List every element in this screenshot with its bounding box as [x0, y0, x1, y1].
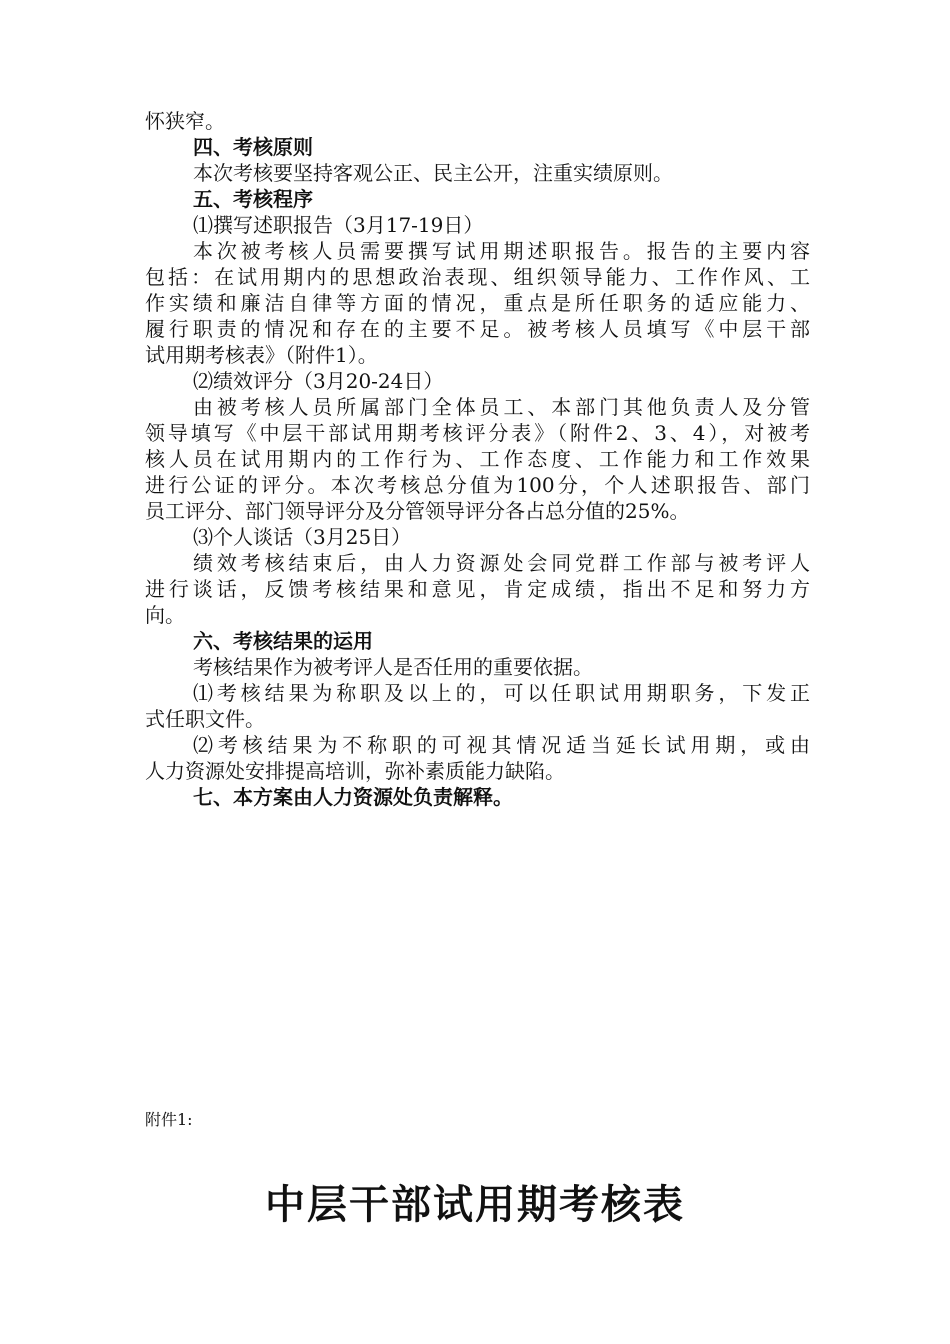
- text-line: 核人员在试用期内的工作行为、工作态度、工作能力和工作效果: [145, 447, 810, 471]
- text-line: 本次考核要坚持客观公正、民主公开，注重实绩原则。: [193, 161, 673, 185]
- text-line: 员工评分、部门领导评分及分管领导评分各占总分值的25%。: [145, 499, 690, 523]
- step-heading: ⑵绩效评分（3月20-24日）: [193, 369, 444, 393]
- text-line: 进行公证的评分。本次考核总分值为100分，个人述职报告、部门: [145, 473, 810, 497]
- section-heading-results: 六、考核结果的运用: [193, 629, 373, 653]
- text-line: 向。: [145, 603, 185, 627]
- step-heading: ⑴撰写述职报告（3月17-19日）: [193, 213, 484, 237]
- text-line: 作实绩和廉洁自律等方面的情况，重点是所任职务的适应能力、: [145, 291, 810, 315]
- annex-label: 附件1:: [145, 1110, 193, 1129]
- section-heading-principles: 四、考核原则: [193, 135, 313, 159]
- text-line: 履行职责的情况和存在的主要不足。被考核人员填写《中层干部: [145, 317, 810, 341]
- text-line: 试用期考核表》（附件1）。: [145, 343, 378, 367]
- document-body: [145, 108, 810, 810]
- step-heading: ⑶个人谈话（3月25日）: [193, 525, 412, 549]
- text-line: 本次被考核人员需要撰写试用期述职报告。报告的主要内容: [193, 239, 810, 263]
- text-line: 包括：在试用期内的思想政治表现、组织领导能力、工作作风、工: [145, 265, 810, 289]
- text-line: 式任职文件。: [145, 707, 265, 731]
- text-line: 考核结果作为被考评人是否任用的重要依据。: [193, 655, 593, 679]
- text-line: ⑵考核结果为不称职的可视其情况适当延长试用期，或由: [193, 733, 810, 757]
- text-line: 领导填写《中层干部试用期考核评分表》（附件2、3、4），对被考: [145, 421, 810, 445]
- text-line: ⑴考核结果为称职及以上的，可以任职试用期职务，下发正: [193, 681, 810, 705]
- text-line: 绩效考核结束后，由人力资源处会同党群工作部与被考评人: [193, 551, 810, 575]
- document-title: 中层干部试用期考核表: [265, 1181, 685, 1228]
- text-line: 进行谈话，反馈考核结果和意见，肯定成绩，指出不足和努力方: [145, 577, 810, 601]
- text-line: 人力资源处安排提高培训，弥补素质能力缺陷。: [145, 759, 565, 783]
- text-line: 怀狭窄。: [145, 109, 225, 133]
- text-line: 由被考核人员所属部门全体员工、本部门其他负责人及分管: [193, 395, 810, 419]
- section-heading-procedure: 五、考核程序: [193, 187, 313, 211]
- section-heading-interpretation: 七、本方案由人力资源处负责解释。: [193, 785, 513, 809]
